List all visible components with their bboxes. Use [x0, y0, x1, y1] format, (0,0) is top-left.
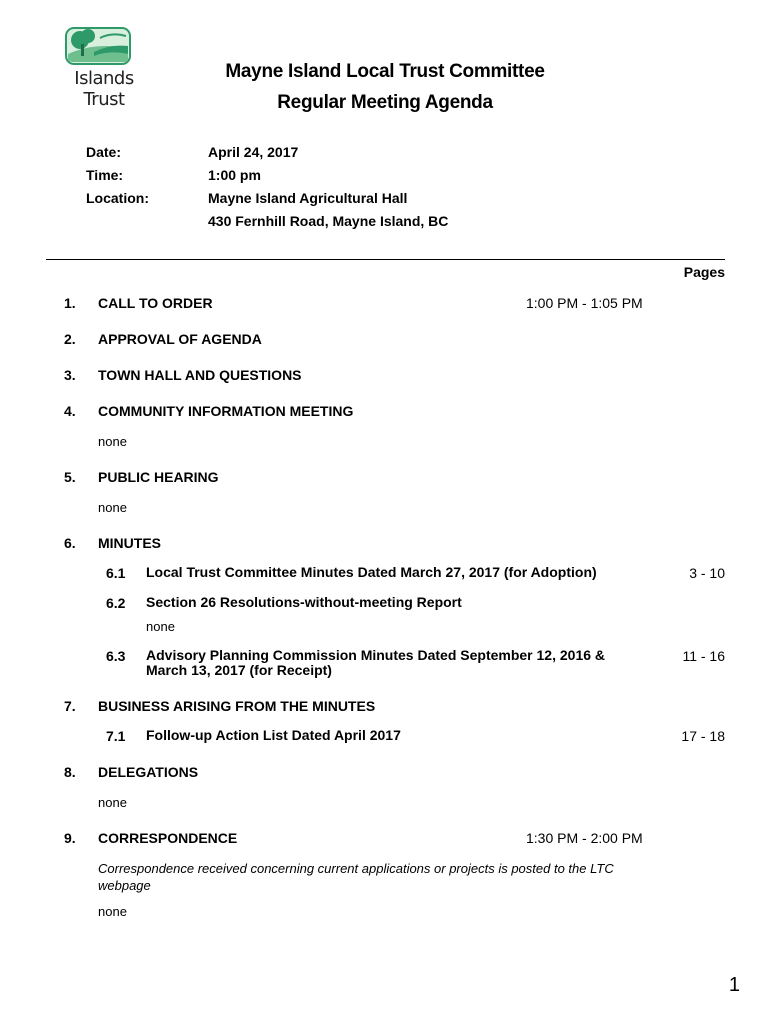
date-value: April 24, 2017 — [208, 144, 299, 160]
subitem-note: none — [146, 619, 175, 634]
item-number: 6. — [64, 535, 76, 551]
pages-header: Pages — [683, 264, 725, 280]
item-title: MINUTES — [98, 535, 161, 551]
item-title: APPROVAL OF AGENDA — [98, 331, 262, 347]
item-note: none — [98, 904, 127, 919]
subitem-number: 6.1 — [106, 565, 126, 581]
item-title: CALL TO ORDER — [98, 295, 213, 311]
item-title: CORRESPONDENCE — [98, 830, 238, 846]
location-value-line2: 430 Fernhill Road, Mayne Island, BC — [208, 213, 449, 229]
subitem-title: Local Trust Committee Minutes Dated March 27, 2017 (for Adoption) — [146, 564, 597, 580]
item-title: COMMUNITY INFORMATION MEETING — [98, 403, 354, 419]
location-value-line1: Mayne Island Agricultural Hall — [208, 190, 408, 206]
date-label: Date: — [86, 144, 122, 160]
item-number: 4. — [64, 403, 76, 419]
item-number: 2. — [64, 331, 76, 347]
item-title: DELEGATIONS — [98, 764, 199, 780]
item-time: 1:30 PM - 2:00 PM — [526, 830, 643, 846]
document-title: Mayne Island Local Trust Committee — [225, 61, 545, 82]
subitem-number: 7.1 — [106, 728, 126, 744]
item-note: none — [98, 795, 127, 810]
subitem-number: 6.3 — [106, 648, 126, 664]
document-subtitle: Regular Meeting Agenda — [277, 92, 493, 113]
page-number: 1 — [728, 974, 740, 996]
subitem-title: Advisory Planning Commission Minutes Dated September 12, 2016 & March 13, 2017 (for Receipt) — [146, 647, 606, 678]
item-note: none — [98, 500, 127, 515]
time-label: Time: — [86, 167, 124, 183]
item-title: TOWN HALL AND QUESTIONS — [98, 367, 302, 383]
subitem-title: Section 26 Resolutions-without-meeting Report — [146, 594, 462, 610]
item-title: BUSINESS ARISING FROM THE MINUTES — [98, 698, 376, 714]
divider — [46, 259, 725, 260]
item-number: 5. — [64, 469, 76, 485]
item-number: 9. — [64, 830, 76, 846]
item-number: 1. — [64, 295, 76, 311]
location-label: Location: — [86, 190, 149, 206]
subitem-pages: 11 - 16 — [682, 648, 725, 664]
item-title: PUBLIC HEARING — [98, 469, 219, 485]
item-number: 3. — [64, 367, 76, 383]
item-time: 1:00 PM - 1:05 PM — [526, 295, 643, 311]
item-italic-note: Correspondence received concerning current applications or projects is posted to the LTC webpage — [98, 861, 614, 893]
subitem-pages: 17 - 18 — [681, 728, 725, 744]
logo-text: Islands Trust — [74, 68, 134, 110]
item-number: 7. — [64, 698, 76, 714]
item-note: none — [98, 434, 127, 449]
subitem-pages: 3 - 10 — [689, 565, 725, 581]
subitem-number: 6.2 — [106, 595, 126, 611]
subitem-title: Follow-up Action List Dated April 2017 — [146, 727, 401, 743]
item-number: 8. — [64, 764, 76, 780]
time-value: 1:00 pm — [208, 167, 261, 183]
